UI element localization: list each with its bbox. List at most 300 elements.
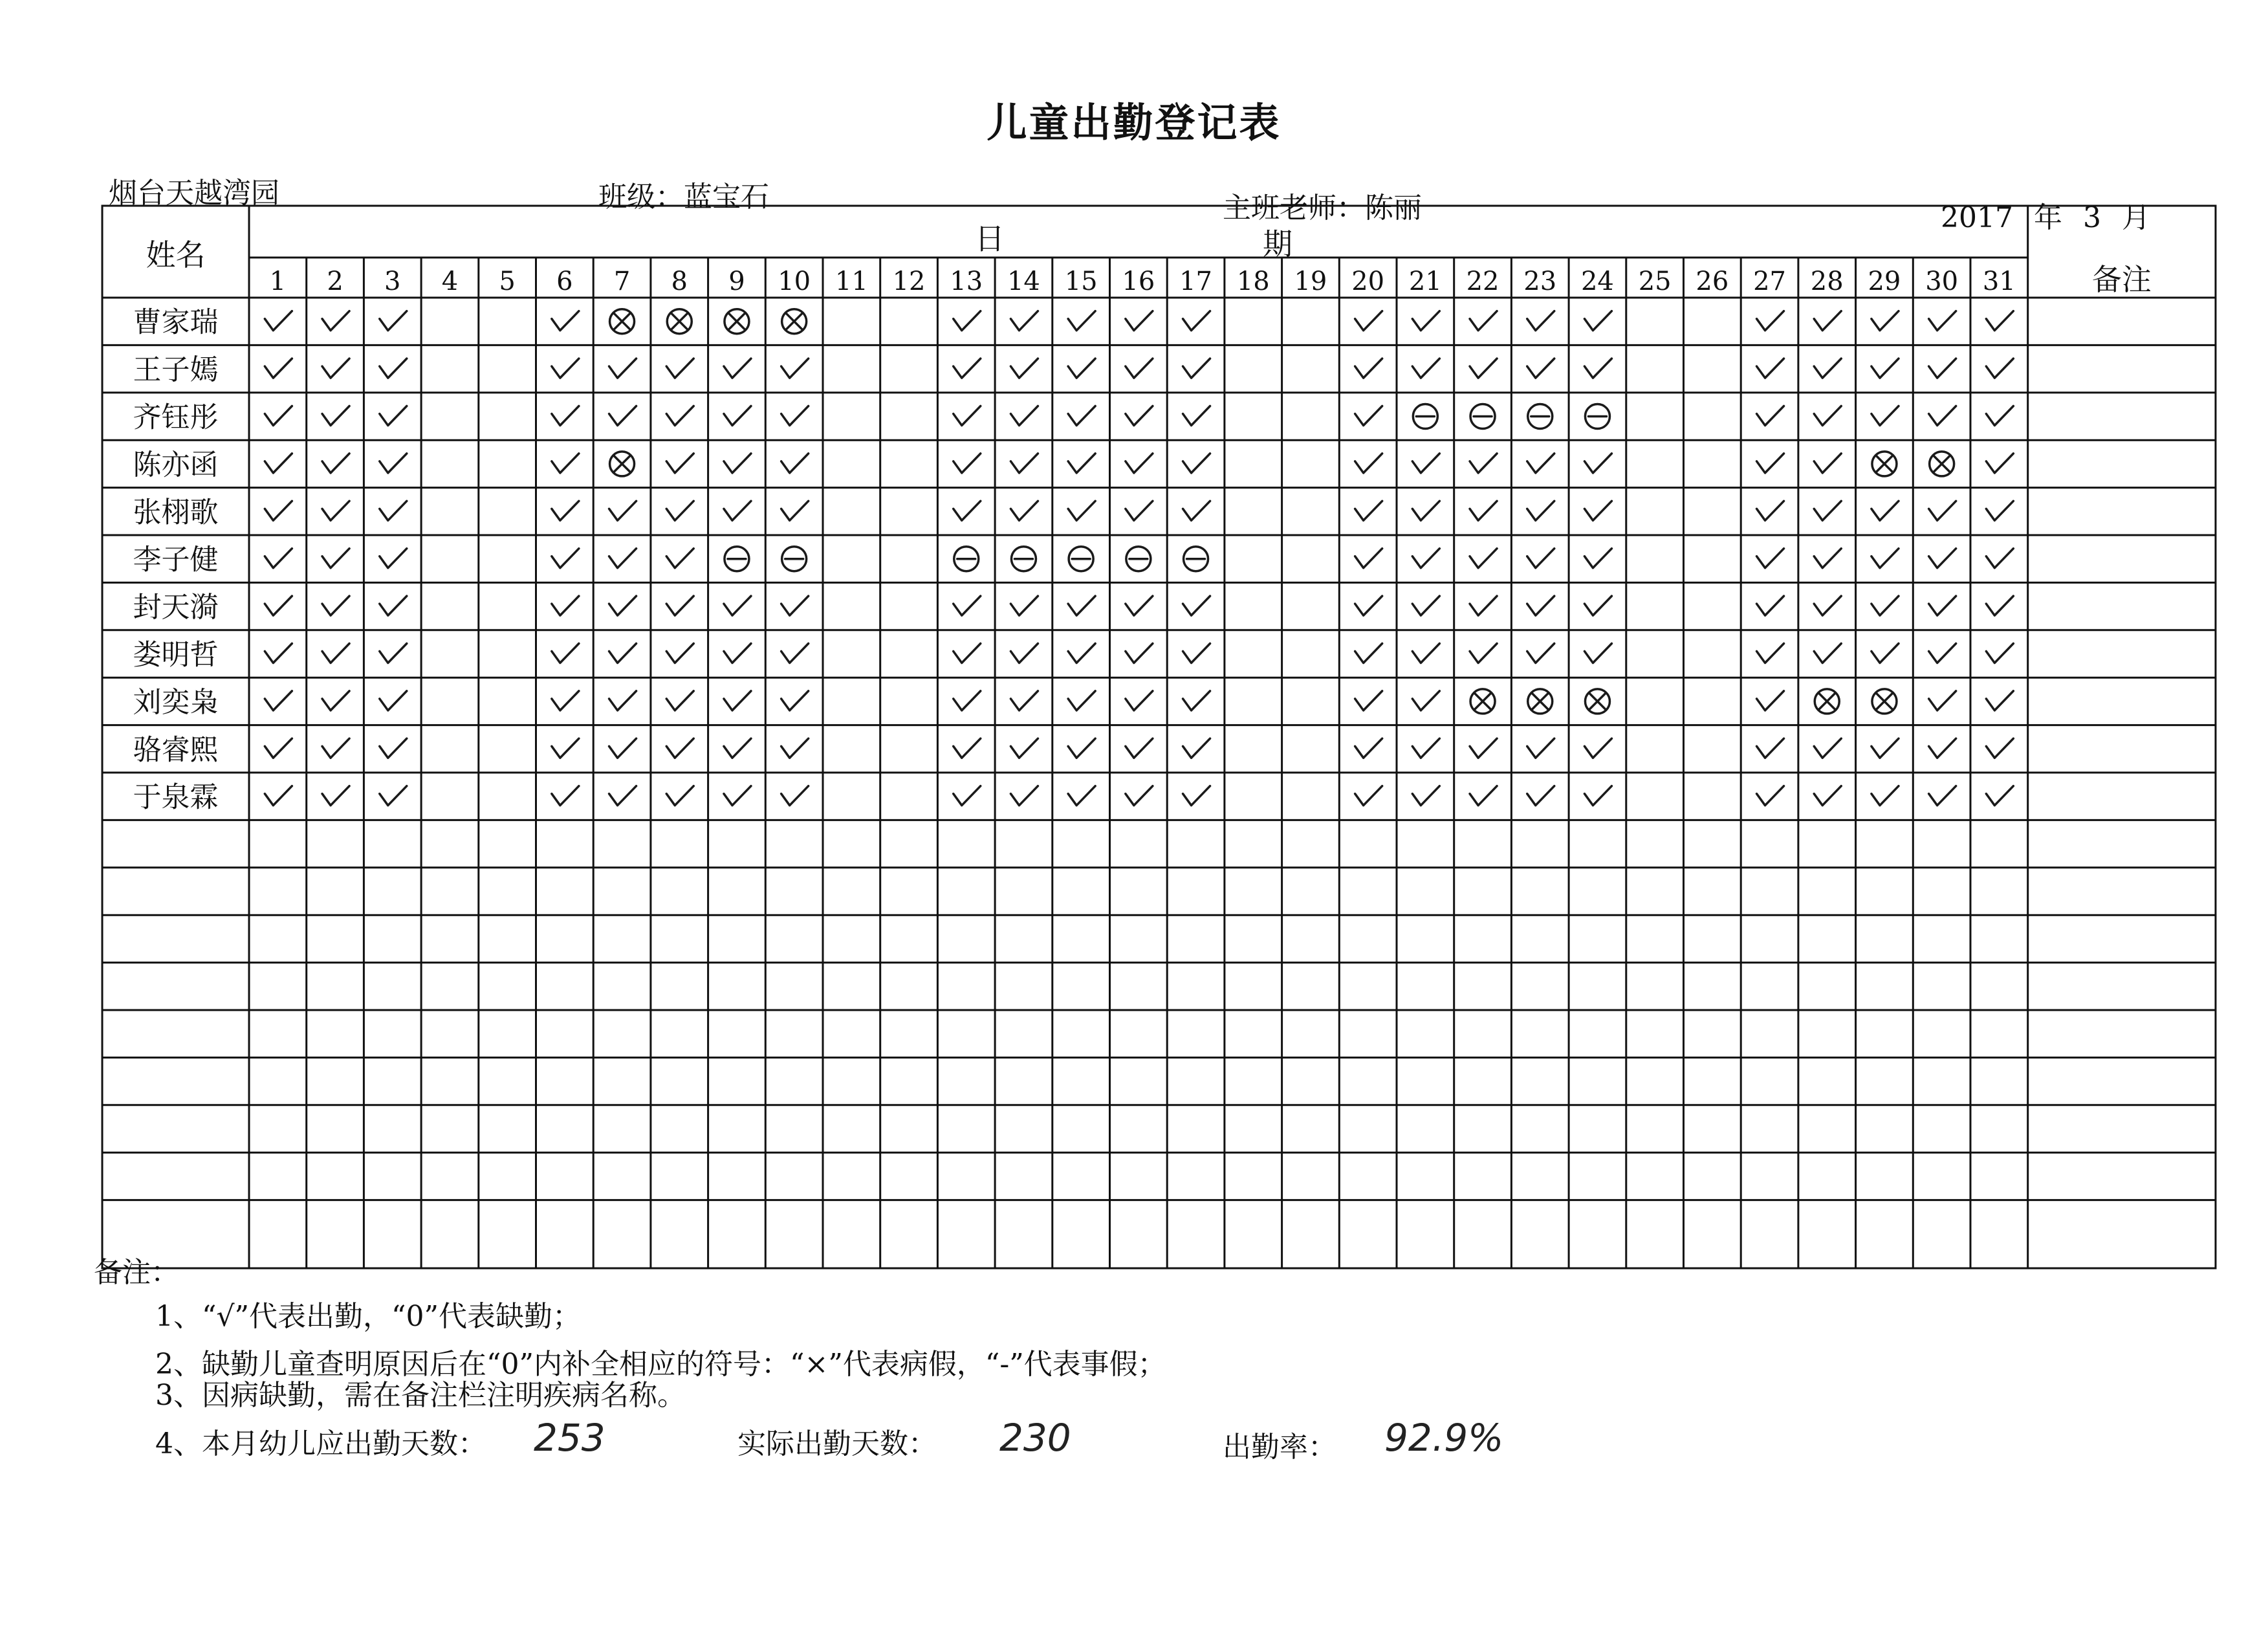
present-check-icon xyxy=(1929,358,1956,378)
present-check-icon xyxy=(265,596,292,615)
day-number: 2 xyxy=(327,267,343,296)
present-check-icon xyxy=(666,596,693,615)
present-check-icon xyxy=(1527,644,1554,663)
present-check-icon xyxy=(1470,549,1497,568)
present-check-icon xyxy=(1527,738,1554,758)
present-check-icon xyxy=(380,311,407,331)
personal-leave-icon xyxy=(1413,404,1437,429)
student-name: 于泉霖 xyxy=(133,780,219,814)
present-check-icon xyxy=(322,786,349,806)
present-check-icon xyxy=(552,691,579,710)
present-check-icon xyxy=(1584,454,1611,473)
present-check-icon xyxy=(1527,549,1554,568)
present-check-icon xyxy=(1010,406,1038,426)
actual-days-value: 230 xyxy=(999,1416,1071,1460)
present-check-icon xyxy=(1010,311,1038,331)
personal-leave-icon xyxy=(1528,404,1553,429)
present-check-icon xyxy=(322,358,349,378)
present-check-icon xyxy=(1068,454,1095,473)
present-check-icon xyxy=(380,549,407,568)
present-check-icon xyxy=(1814,738,1841,758)
day-number: 18 xyxy=(1236,267,1270,296)
present-check-icon xyxy=(724,501,751,520)
present-check-icon xyxy=(1814,786,1841,806)
sick-leave-icon xyxy=(782,309,807,334)
day-number: 24 xyxy=(1580,267,1614,296)
student-name: 骆睿熙 xyxy=(133,733,219,767)
date-header-left: 日 xyxy=(975,221,1005,256)
present-check-icon xyxy=(666,549,693,568)
present-check-icon xyxy=(1355,406,1382,426)
day-number: 6 xyxy=(556,267,573,296)
present-check-icon xyxy=(1183,358,1210,378)
present-check-icon xyxy=(1355,549,1382,568)
present-check-icon xyxy=(1584,738,1611,758)
sick-leave-icon xyxy=(1872,689,1897,714)
present-check-icon xyxy=(954,738,981,758)
day-number: 9 xyxy=(728,267,745,296)
sick-leave-icon xyxy=(610,452,635,476)
actual-days-label: 实际出勤天数： xyxy=(737,1427,937,1460)
present-check-icon xyxy=(380,596,407,615)
present-check-icon xyxy=(1871,644,1899,663)
present-check-icon xyxy=(1929,786,1956,806)
present-check-icon xyxy=(1412,311,1439,331)
present-check-icon xyxy=(1470,738,1497,758)
present-check-icon xyxy=(1470,501,1497,520)
present-check-icon xyxy=(781,501,809,520)
present-check-icon xyxy=(1355,501,1382,520)
day-number: 25 xyxy=(1638,267,1672,296)
present-check-icon xyxy=(380,738,407,758)
present-check-icon xyxy=(1929,406,1956,426)
present-check-icon xyxy=(552,738,579,758)
present-check-icon xyxy=(380,358,407,378)
sick-leave-icon xyxy=(1930,452,1954,476)
sick-leave-icon xyxy=(1815,689,1839,714)
present-check-icon xyxy=(1126,501,1153,520)
present-check-icon xyxy=(609,786,637,806)
present-check-icon xyxy=(1126,358,1153,378)
present-check-icon xyxy=(322,406,349,426)
present-check-icon xyxy=(666,358,693,378)
present-check-icon xyxy=(1068,311,1095,331)
present-check-icon xyxy=(265,358,292,378)
present-check-icon xyxy=(1871,358,1899,378)
present-check-icon xyxy=(954,358,981,378)
present-check-icon xyxy=(380,786,407,806)
day-number: 15 xyxy=(1064,267,1098,296)
present-check-icon xyxy=(1183,691,1210,710)
present-check-icon xyxy=(1355,644,1382,663)
present-check-icon xyxy=(1757,691,1784,710)
present-check-icon xyxy=(666,738,693,758)
month-unit: 月 xyxy=(2121,201,2150,234)
present-check-icon xyxy=(724,454,751,473)
present-check-icon xyxy=(380,644,407,663)
present-check-icon xyxy=(666,786,693,806)
present-check-icon xyxy=(1412,738,1439,758)
present-check-icon xyxy=(1126,786,1153,806)
teacher-label: 主班老师：陈丽 xyxy=(1223,192,1422,225)
present-check-icon xyxy=(1929,738,1956,758)
present-check-icon xyxy=(1527,358,1554,378)
personal-leave-icon xyxy=(1585,404,1609,429)
present-check-icon xyxy=(1470,786,1497,806)
student-name: 张栩歌 xyxy=(133,496,219,529)
present-check-icon xyxy=(1986,311,2013,331)
present-check-icon xyxy=(322,596,349,615)
present-check-icon xyxy=(609,738,637,758)
present-check-icon xyxy=(1757,549,1784,568)
present-check-icon xyxy=(265,738,292,758)
day-number: 10 xyxy=(778,267,811,296)
present-check-icon xyxy=(954,691,981,710)
month-value: 3 xyxy=(2082,201,2101,234)
present-check-icon xyxy=(322,549,349,568)
student-name: 李子健 xyxy=(133,543,219,577)
present-check-icon xyxy=(265,691,292,710)
page-title: 儿童出勤登记表 xyxy=(987,99,1281,146)
day-number: 19 xyxy=(1294,267,1327,296)
present-check-icon xyxy=(1355,691,1382,710)
present-check-icon xyxy=(1068,691,1095,710)
class-label: 班级：蓝宝石 xyxy=(598,181,769,214)
present-check-icon xyxy=(1871,596,1899,615)
present-check-icon xyxy=(552,549,579,568)
present-check-icon xyxy=(1929,596,1956,615)
present-check-icon xyxy=(1183,406,1210,426)
present-check-icon xyxy=(1929,501,1956,520)
year-unit: 年 xyxy=(2033,201,2062,234)
present-check-icon xyxy=(781,406,809,426)
present-check-icon xyxy=(265,786,292,806)
present-check-icon xyxy=(1814,549,1841,568)
personal-leave-icon xyxy=(1470,404,1495,429)
present-check-icon xyxy=(609,358,637,378)
present-check-icon xyxy=(1871,406,1899,426)
day-number: 28 xyxy=(1810,267,1844,296)
present-check-icon xyxy=(1527,501,1554,520)
student-name: 齐钰彤 xyxy=(133,401,219,434)
remark-header: 备注 xyxy=(2091,262,2152,297)
present-check-icon xyxy=(552,596,579,615)
note-line-3: 3、因病缺勤，需在备注栏注明疾病名称。 xyxy=(155,1379,686,1412)
personal-leave-icon xyxy=(1011,547,1036,571)
present-check-icon xyxy=(1183,786,1210,806)
present-check-icon xyxy=(380,406,407,426)
present-check-icon xyxy=(1814,596,1841,615)
present-check-icon xyxy=(1126,596,1153,615)
present-check-icon xyxy=(1470,596,1497,615)
present-check-icon xyxy=(609,691,637,710)
notes-heading: 备注： xyxy=(94,1256,179,1289)
present-check-icon xyxy=(724,691,751,710)
present-check-icon xyxy=(1355,358,1382,378)
present-check-icon xyxy=(1986,454,2013,473)
present-check-icon xyxy=(1470,358,1497,378)
present-check-icon xyxy=(954,311,981,331)
present-check-icon xyxy=(609,549,637,568)
present-check-icon xyxy=(1757,406,1784,426)
note-line-1: 1、“√”代表出勤，“0”代表缺勤； xyxy=(155,1300,582,1333)
present-check-icon xyxy=(1986,596,2013,615)
present-check-icon xyxy=(1470,311,1497,331)
present-check-icon xyxy=(380,691,407,710)
present-check-icon xyxy=(954,406,981,426)
present-check-icon xyxy=(954,596,981,615)
present-check-icon xyxy=(724,786,751,806)
present-check-icon xyxy=(666,454,693,473)
student-name: 封天漪 xyxy=(133,591,219,624)
present-check-icon xyxy=(1584,644,1611,663)
present-check-icon xyxy=(1126,738,1153,758)
present-check-icon xyxy=(1068,644,1095,663)
present-check-icon xyxy=(781,358,809,378)
school-name: 烟台天越湾园 xyxy=(109,177,279,210)
present-check-icon xyxy=(954,501,981,520)
personal-leave-icon xyxy=(1184,547,1208,571)
present-check-icon xyxy=(265,454,292,473)
day-number: 29 xyxy=(1868,267,1901,296)
present-check-icon xyxy=(781,454,809,473)
day-number: 16 xyxy=(1122,267,1155,296)
present-check-icon xyxy=(1126,691,1153,710)
table-border xyxy=(102,206,2216,1268)
day-number: 3 xyxy=(384,267,401,296)
personal-leave-icon xyxy=(782,547,807,571)
present-check-icon xyxy=(1183,454,1210,473)
present-check-icon xyxy=(380,501,407,520)
sick-leave-icon xyxy=(1585,689,1609,714)
present-check-icon xyxy=(1757,358,1784,378)
present-check-icon xyxy=(1757,454,1784,473)
student-name: 陈亦函 xyxy=(133,448,219,481)
day-number: 11 xyxy=(834,267,868,296)
day-number: 21 xyxy=(1408,267,1442,296)
present-check-icon xyxy=(1010,691,1038,710)
present-check-icon xyxy=(609,501,637,520)
present-check-icon xyxy=(552,454,579,473)
present-check-icon xyxy=(1814,406,1841,426)
present-check-icon xyxy=(1814,501,1841,520)
present-check-icon xyxy=(1527,454,1554,473)
student-name: 刘奕枭 xyxy=(133,685,219,719)
present-check-icon xyxy=(666,691,693,710)
present-check-icon xyxy=(1355,738,1382,758)
day-number: 17 xyxy=(1179,267,1213,296)
personal-leave-icon xyxy=(1126,547,1151,571)
present-check-icon xyxy=(552,311,579,331)
present-check-icon xyxy=(781,691,809,710)
day-number: 1 xyxy=(269,267,287,296)
present-check-icon xyxy=(552,786,579,806)
attendance-rate-value: 92.9% xyxy=(1384,1416,1504,1460)
present-check-icon xyxy=(1183,501,1210,520)
present-check-icon xyxy=(265,549,292,568)
present-check-icon xyxy=(1183,311,1210,331)
present-check-icon xyxy=(1584,549,1611,568)
present-check-icon xyxy=(1757,311,1784,331)
present-check-icon xyxy=(1527,311,1554,331)
student-name: 王子嫣 xyxy=(133,353,219,387)
present-check-icon xyxy=(1010,501,1038,520)
present-check-icon xyxy=(609,644,637,663)
present-check-icon xyxy=(1068,406,1095,426)
present-check-icon xyxy=(1412,786,1439,806)
present-check-icon xyxy=(1929,691,1956,710)
present-check-icon xyxy=(724,738,751,758)
present-check-icon xyxy=(724,406,751,426)
note-line-2: 2、缺勤儿童查明原因后在“0”内补全相应的符号：“×”代表病假，“-”代表事假； xyxy=(155,1348,1166,1381)
present-check-icon xyxy=(1757,786,1784,806)
present-check-icon xyxy=(1412,549,1439,568)
day-number: 14 xyxy=(1007,267,1040,296)
present-check-icon xyxy=(1986,786,2013,806)
sick-leave-icon xyxy=(1470,689,1495,714)
present-check-icon xyxy=(1126,311,1153,331)
present-check-icon xyxy=(1584,311,1611,331)
present-check-icon xyxy=(1412,596,1439,615)
present-check-icon xyxy=(322,691,349,710)
personal-leave-icon xyxy=(1069,547,1093,571)
present-check-icon xyxy=(552,644,579,663)
present-check-icon xyxy=(1814,644,1841,663)
expected-days-value: 253 xyxy=(534,1416,605,1460)
present-check-icon xyxy=(552,406,579,426)
present-check-icon xyxy=(1986,406,2013,426)
present-check-icon xyxy=(1871,311,1899,331)
student-name: 娄明哲 xyxy=(133,638,219,672)
present-check-icon xyxy=(1126,406,1153,426)
present-check-icon xyxy=(666,644,693,663)
present-check-icon xyxy=(1757,596,1784,615)
present-check-icon xyxy=(1412,501,1439,520)
note-line-4: 4、本月幼儿应出勤天数： xyxy=(155,1427,486,1460)
present-check-icon xyxy=(1068,786,1095,806)
present-check-icon xyxy=(1010,786,1038,806)
present-check-icon xyxy=(609,596,637,615)
present-check-icon xyxy=(552,358,579,378)
day-number: 27 xyxy=(1753,267,1787,296)
day-number: 23 xyxy=(1523,267,1557,296)
present-check-icon xyxy=(1871,501,1899,520)
present-check-icon xyxy=(1412,691,1439,710)
day-number: 4 xyxy=(441,267,459,296)
day-number: 26 xyxy=(1696,267,1729,296)
present-check-icon xyxy=(1183,644,1210,663)
present-check-icon xyxy=(1068,738,1095,758)
present-check-icon xyxy=(1929,549,1956,568)
year-value: 2017 xyxy=(1941,201,2013,234)
present-check-icon xyxy=(380,454,407,473)
present-check-icon xyxy=(1986,691,2013,710)
present-check-icon xyxy=(1010,454,1038,473)
present-check-icon xyxy=(1929,311,1956,331)
day-number: 13 xyxy=(950,267,983,296)
student-name: 曹家瑞 xyxy=(133,305,219,339)
table-grid xyxy=(102,206,2216,1268)
present-check-icon xyxy=(322,501,349,520)
present-check-icon xyxy=(1814,311,1841,331)
personal-leave-icon xyxy=(725,547,749,571)
present-check-icon xyxy=(1986,501,2013,520)
present-check-icon xyxy=(1814,454,1841,473)
present-check-icon xyxy=(1412,358,1439,378)
present-check-icon xyxy=(666,406,693,426)
present-check-icon xyxy=(1010,358,1038,378)
present-check-icon xyxy=(1757,501,1784,520)
present-check-icon xyxy=(1183,596,1210,615)
present-check-icon xyxy=(1068,596,1095,615)
present-check-icon xyxy=(1527,596,1554,615)
present-check-icon xyxy=(1010,596,1038,615)
present-check-icon xyxy=(1986,644,2013,663)
day-number: 7 xyxy=(613,267,631,296)
present-check-icon xyxy=(954,644,981,663)
present-check-icon xyxy=(1412,454,1439,473)
day-number: 8 xyxy=(671,267,688,296)
present-check-icon xyxy=(1355,596,1382,615)
present-check-icon xyxy=(781,596,809,615)
present-check-icon xyxy=(1126,644,1153,663)
present-check-icon xyxy=(1986,738,2013,758)
name-header: 姓名 xyxy=(146,237,206,272)
present-check-icon xyxy=(1584,358,1611,378)
day-number: 31 xyxy=(1982,267,2016,296)
sick-leave-icon xyxy=(1528,689,1553,714)
present-check-icon xyxy=(781,738,809,758)
present-check-icon xyxy=(1584,786,1611,806)
date-header-right: 期 xyxy=(1263,226,1292,261)
present-check-icon xyxy=(1412,644,1439,663)
present-check-icon xyxy=(1010,738,1038,758)
present-check-icon xyxy=(322,454,349,473)
sick-leave-icon xyxy=(610,309,635,334)
present-check-icon xyxy=(1929,644,1956,663)
present-check-icon xyxy=(724,644,751,663)
present-check-icon xyxy=(322,644,349,663)
day-number: 30 xyxy=(1925,267,1959,296)
present-check-icon xyxy=(1183,738,1210,758)
present-check-icon xyxy=(1068,358,1095,378)
present-check-icon xyxy=(724,358,751,378)
present-check-icon xyxy=(1871,738,1899,758)
present-check-icon xyxy=(954,786,981,806)
present-check-icon xyxy=(265,644,292,663)
present-check-icon xyxy=(954,454,981,473)
present-check-icon xyxy=(724,596,751,615)
present-check-icon xyxy=(1584,501,1611,520)
sick-leave-icon xyxy=(667,309,692,334)
day-number: 5 xyxy=(499,267,516,296)
present-check-icon xyxy=(1986,549,2013,568)
day-number: 12 xyxy=(892,267,926,296)
day-number: 20 xyxy=(1351,267,1385,296)
present-check-icon xyxy=(265,311,292,331)
present-check-icon xyxy=(609,406,637,426)
present-check-icon xyxy=(781,786,809,806)
present-check-icon xyxy=(1527,786,1554,806)
present-check-icon xyxy=(1871,786,1899,806)
day-number: 22 xyxy=(1466,267,1499,296)
present-check-icon xyxy=(1355,311,1382,331)
present-check-icon xyxy=(1757,738,1784,758)
present-check-icon xyxy=(1068,501,1095,520)
present-check-icon xyxy=(1355,454,1382,473)
present-check-icon xyxy=(1871,549,1899,568)
present-check-icon xyxy=(1470,644,1497,663)
